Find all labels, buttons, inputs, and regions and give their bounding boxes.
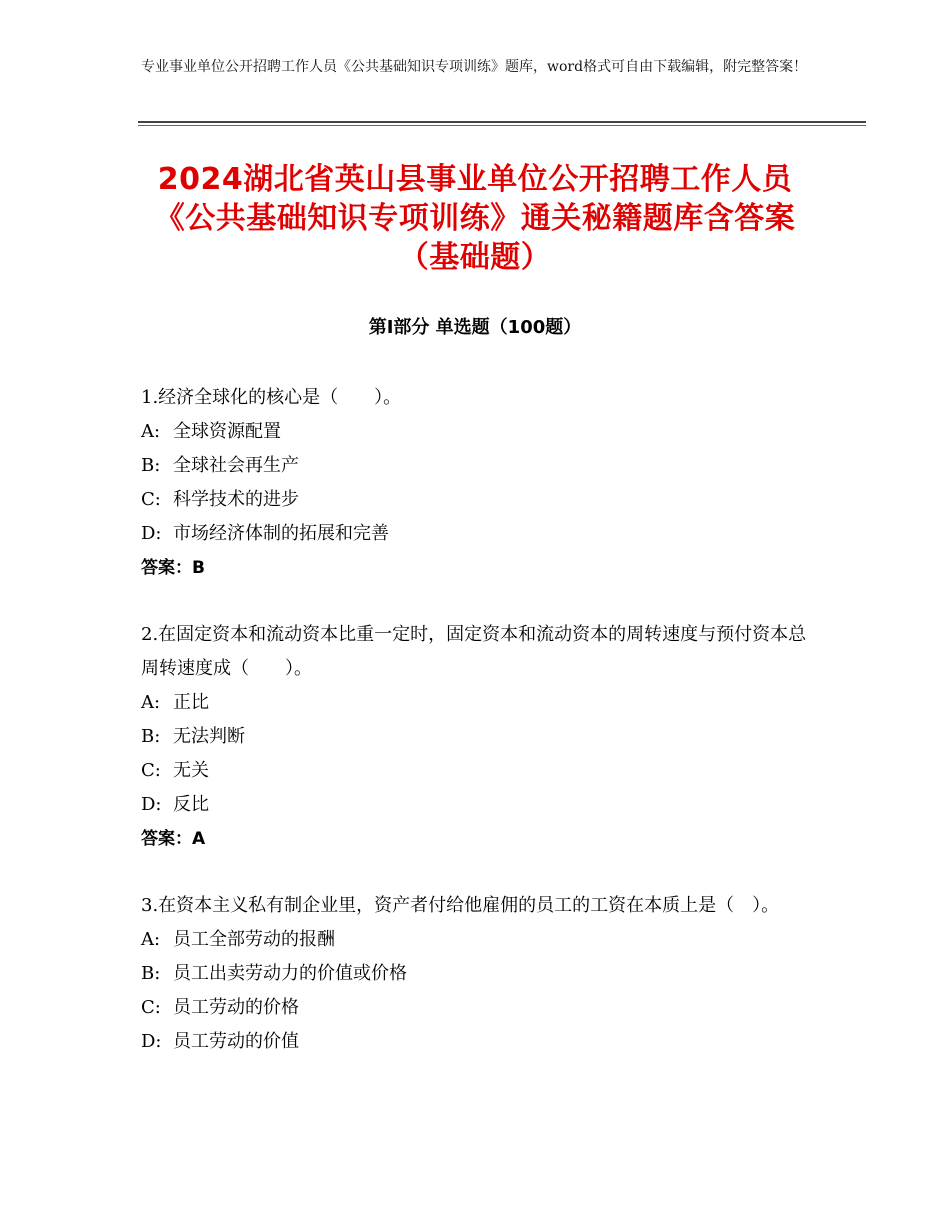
option-key: A:: [141, 929, 161, 950]
question-item: [141, 618, 809, 856]
option-text: 科学技术的进步: [173, 489, 299, 510]
option-text: 员工劳动的价值: [173, 1031, 299, 1052]
header-note: 专业事业单位公开招聘工作人员《公共基础知识专项训练》题库，word格式可自由下载编辑，附完整答案！: [141, 59, 808, 75]
question-list: [141, 381, 809, 1092]
question-stem: 2.在固定资本和流动资本比重一定时，固定资本和流动资本的周转速度与预付资本总周转速度成（ ）。: [141, 624, 807, 679]
option-text: 正比: [173, 692, 209, 713]
question-option: [141, 517, 809, 551]
option-key: D:: [141, 794, 162, 815]
option-text: 无关: [173, 760, 209, 781]
question-item: [141, 889, 809, 1059]
question-option: [141, 1025, 809, 1059]
option-key: C:: [141, 489, 161, 510]
question-option: [141, 754, 809, 788]
option-text: 市场经济体制的拓展和完善: [173, 523, 389, 544]
question-answer: 答案：B: [141, 558, 205, 578]
question-option: [141, 991, 809, 1025]
option-key: D:: [141, 1031, 162, 1052]
option-text: 全球资源配置: [173, 421, 281, 442]
question-option: [141, 483, 809, 517]
option-text: 员工全部劳动的报酬: [173, 929, 335, 950]
header-divider: [138, 121, 866, 123]
document-title: 2024湖北省英山县事业单位公开招聘工作人员《公共基础知识专项训练》通关秘籍题库含答案（基础题）: [154, 162, 796, 275]
question-option: [141, 449, 809, 483]
option-key: B:: [141, 963, 161, 984]
option-key: B:: [141, 726, 161, 747]
question-option: [141, 788, 809, 822]
question-stem: 3.在资本主义私有制企业里，资产者付给他雇佣的员工的工资在本质上是（ ）。: [141, 895, 780, 916]
header-divider-thin: [138, 125, 866, 126]
option-key: C:: [141, 760, 161, 781]
option-text: 反比: [173, 794, 209, 815]
question-option: [141, 923, 809, 957]
question-answer: 答案：A: [141, 829, 206, 849]
question-option: [141, 415, 809, 449]
option-text: 全球社会再生产: [173, 455, 299, 476]
question-stem: 1.经济全球化的核心是（ ）。: [141, 387, 402, 408]
option-key: A:: [141, 421, 161, 442]
option-key: D:: [141, 523, 162, 544]
question-option: [141, 957, 809, 991]
option-text: 员工劳动的价格: [173, 997, 299, 1018]
option-key: C:: [141, 997, 161, 1018]
question-item: [141, 381, 809, 585]
option-key: A:: [141, 692, 161, 713]
question-option: [141, 720, 809, 754]
option-text: 员工出卖劳动力的价值或价格: [173, 963, 407, 984]
option-key: B:: [141, 455, 161, 476]
section-heading: 第Ⅰ部分 单选题（100题）: [368, 317, 582, 338]
question-option: [141, 686, 809, 720]
option-text: 无法判断: [173, 726, 245, 747]
